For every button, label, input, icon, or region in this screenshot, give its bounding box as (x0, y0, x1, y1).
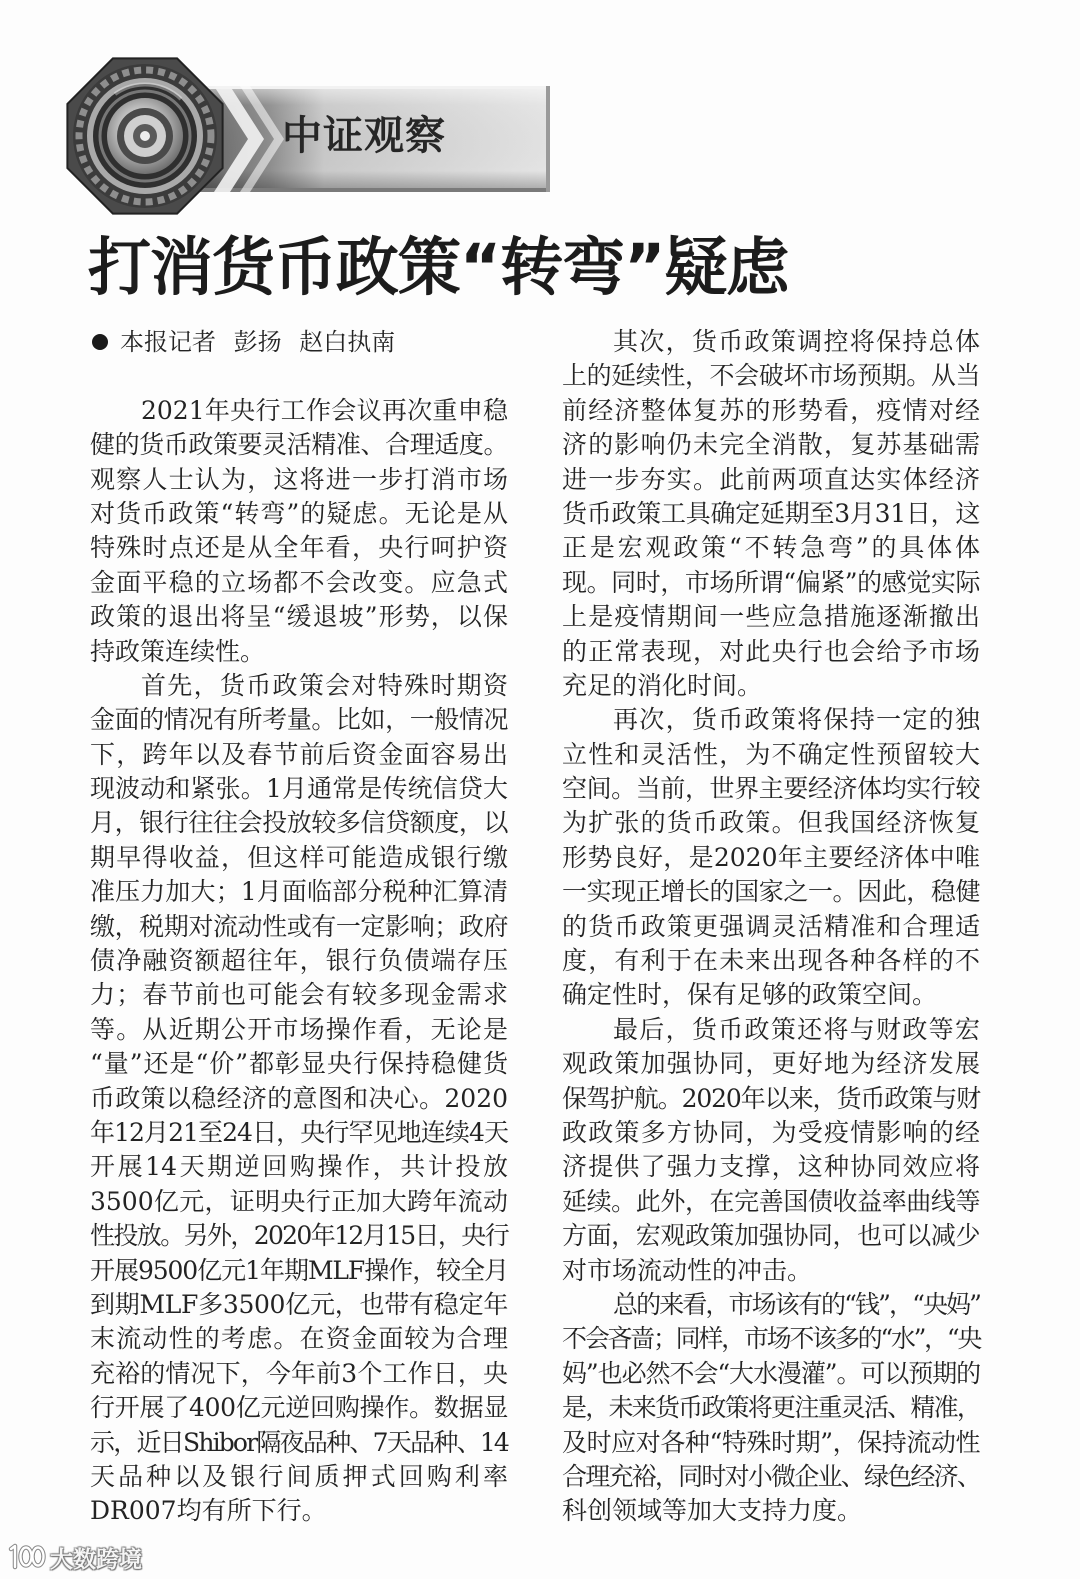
watermark-logo-icon (6, 1540, 46, 1574)
text-line: 正是宏观政策“不转急弯”的具体体 (562, 533, 980, 563)
text-line: 方面，宏观政策加强协同，也可以减少 (562, 1221, 980, 1251)
text-line: 形势良好，是2020年主要经济体中唯 (562, 842, 980, 872)
headline: 打消货币政策“转弯”疑虑 (88, 231, 789, 304)
text-line: 度，有利于在未来出现各种各样的不 (562, 946, 980, 976)
text-line: 总的来看，市场该有的“钱”，“央妈” (613, 1289, 980, 1319)
text-line: DR007均有所下行。 (90, 1496, 327, 1526)
text-line: 首先，货币政策会对特殊时期资 (141, 670, 508, 700)
text-line: 持政策连续性。 (90, 636, 266, 666)
text-line: 的正常表现，对此央行也会给予市场 (562, 636, 980, 666)
paragraph (562, 1013, 980, 1288)
text-line: 天品种以及银行间质押式回购利率 (90, 1461, 508, 1491)
paragraph (562, 703, 980, 1013)
text-line: 及时应对各种“特殊时期”，保持流动性 (562, 1427, 980, 1457)
text-line: 健的货币政策要灵活精准、合理适度。 (90, 430, 508, 460)
section-banner (48, 56, 554, 216)
text-line: 力；春节前也可能会有较多现金需求 (90, 980, 508, 1010)
text-line: 一实现正增长的国家之一。因此，稳健 (562, 877, 980, 907)
text-line: 妈”也必然不会“大水漫灌”。可以预期的 (562, 1358, 980, 1388)
text-line: 金面平稳的立场都不会改变。应急式 (90, 567, 508, 597)
text-line: 币政策以稳经济的意图和决心。2020 (90, 1083, 508, 1113)
text-line: 现波动和紧张。1月通常是传统信贷大 (90, 774, 508, 804)
text-line: 对货币政策“转弯”的疑虑。无论是从 (90, 498, 508, 528)
text-line: 缴，税期对流动性或有一定影响；政府 (90, 911, 508, 941)
text-line: 充裕的情况下，今年前3个工作日，央 (90, 1358, 508, 1388)
byline (90, 325, 508, 359)
text-line: 为扩张的货币政策。但我国经济恢复 (562, 808, 980, 838)
text-line: 对市场流动性的冲击。 (562, 1255, 813, 1285)
paragraph (562, 325, 980, 703)
text-line: 2021年央行工作会议再次重申稳 (141, 395, 508, 425)
text-line: 其次，货币政策调控将保持总体 (613, 327, 980, 356)
text-line: 等。从近期公开市场操作看，无论是 (90, 1014, 508, 1044)
text-line: 济的影响仍未完全消散，复苏基础需 (562, 430, 980, 460)
text-line: 下，跨年以及春节前后资金面容易出 (90, 739, 508, 769)
text-line: 再次，货币政策将保持一定的独 (613, 705, 980, 735)
text-line: 3500亿元，证明央行正加大跨年流动 (90, 1186, 508, 1216)
text-line: 开展9500亿元1年期MLF操作，较全月 (90, 1255, 508, 1285)
text-line: 合理充裕，同时对小微企业、绿色经济、 (562, 1461, 980, 1491)
text-line: 货币政策工具确定延期至3月31日，这 (562, 498, 980, 528)
article-column-right (562, 325, 980, 1529)
text-line: 进一步夯实。此前两项直达实体经济 (562, 464, 980, 494)
text-line: 观察人士认为，这将进一步打消市场 (90, 464, 508, 494)
text-line: 上的延续性，不会破坏市场预期。从当 (562, 361, 980, 391)
article-column-left (90, 325, 508, 1529)
paragraph (90, 669, 508, 1529)
text-line: 上是疫情期间一些应急措施逐渐撤出 (562, 602, 980, 632)
text-line: 最后，货币政策还将与财政等宏 (613, 1014, 980, 1044)
text-line: 确定性时，保有足够的政策空间。 (562, 980, 938, 1010)
watermark (6, 1538, 142, 1576)
text-line: 准压力加大；1月面临部分税种汇算清 (90, 877, 508, 907)
text-line: 金面的情况有所考量。比如，一般情况 (90, 705, 508, 735)
watermark-text: 大数跨境 (50, 1546, 142, 1573)
text-line: 示，近日Shibor隔夜品种、7天品种、14 (90, 1427, 508, 1457)
text-line: 期早得收益，但这样可能造成银行缴 (90, 842, 508, 872)
text-line: 保驾护航。2020年以来，货币政策与财 (562, 1083, 980, 1113)
text-line: 济提供了强力支撑，这种协同效应将 (562, 1152, 980, 1182)
text-line: 空间。当前，世界主要经济体均实行较 (562, 774, 980, 804)
section-label: 中证观察 (282, 113, 446, 159)
text-line: 立性和灵活性，为不确定性预留较大 (562, 739, 980, 769)
text-line: 延续。此外，在完善国债收益率曲线等 (562, 1186, 980, 1216)
text-line: 到期MLF多3500亿元，也带有稳定年 (90, 1289, 508, 1319)
bullet-icon (92, 334, 108, 350)
text-line: 末流动性的考虑。在资金面较为合理 (90, 1324, 508, 1354)
text-line: 观政策加强协同，更好地为经济发展 (562, 1049, 980, 1079)
text-line: 月，银行往往会投放较多信贷额度，以 (90, 808, 508, 838)
byline-authors: 本报记者 彭扬 赵白执南 (120, 328, 396, 356)
text-line: 的货币政策更强调灵活精准和合理适 (562, 911, 980, 941)
text-line: 债净融资额超往年，银行负债端存压 (90, 946, 508, 976)
text-line: 前经济整体复苏的形势看，疫情对经 (562, 395, 980, 425)
text-line: 行开展了400亿元逆回购操作。数据显 (90, 1393, 508, 1423)
text-line: 政策的退出将呈“缓退坡”形势，以保 (90, 602, 508, 632)
text-line: 特殊时点还是从全年看，央行呵护资 (90, 533, 508, 563)
text-line: 充足的消化时间。 (562, 670, 763, 700)
text-line: 性投放。另外，2020年12月15日，央行 (90, 1221, 508, 1251)
text-line: 政政策多方协同，为受疫情影响的经 (562, 1117, 980, 1147)
text-line: 年12月21至24日，央行罕见地连续4天 (90, 1117, 508, 1147)
text-line: 科创领域等加大支持力度。 (562, 1496, 863, 1526)
text-line: 现。同时，市场所谓“偏紧”的感觉实际 (562, 567, 980, 597)
paragraph (90, 394, 508, 669)
paragraph (562, 1288, 980, 1529)
text-line: 是，未来货币政策将更注重灵活、精准， (562, 1393, 980, 1423)
text-line: “量”还是“价”都彰显央行保持稳健货 (90, 1049, 508, 1079)
text-line: 开展14天期逆回购操作，共计投放 (90, 1152, 508, 1182)
text-line: 不会吝啬；同样，市场不该多的“水”，“央 (562, 1324, 980, 1354)
